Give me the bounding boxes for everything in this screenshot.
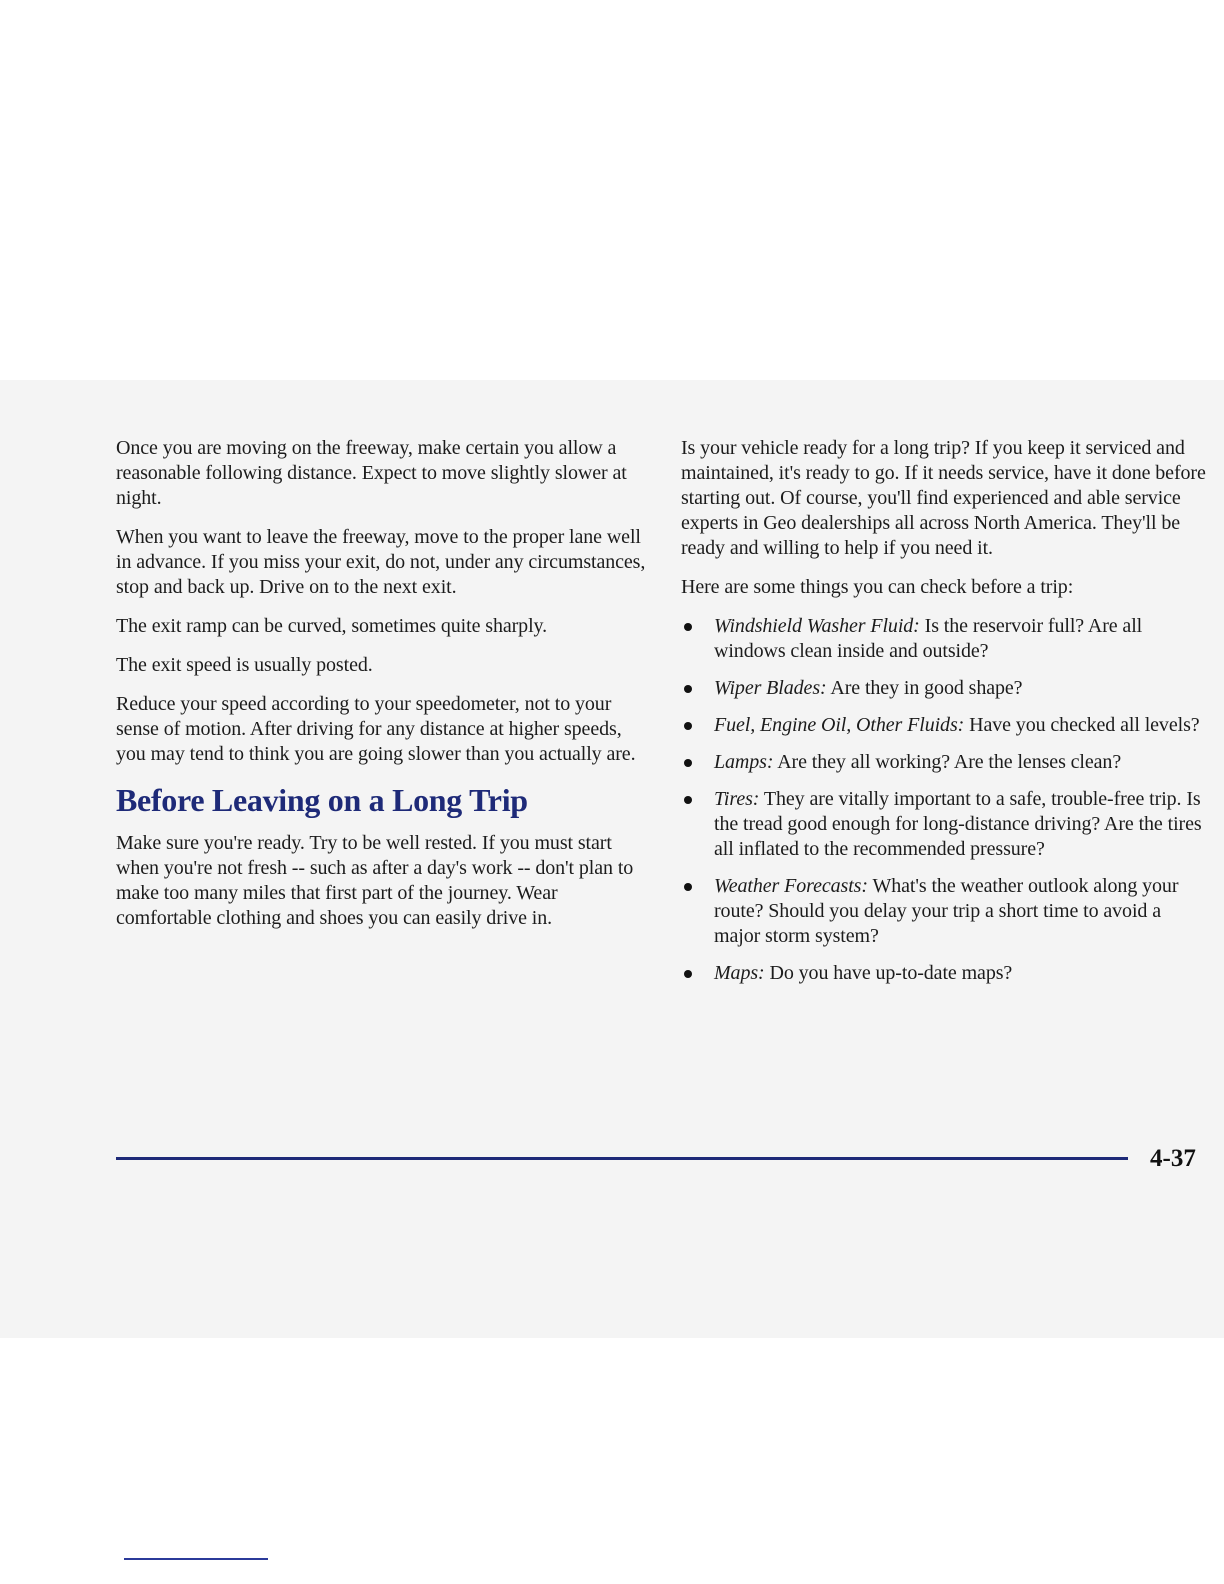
paragraph-reduce-speed: Reduce your speed according to your speedometer, not to your sense of motion. After driving for any distance at higher speeds, you may tend to think you are going slower than you actually are. bbox=[116, 693, 636, 765]
bullet-icon bbox=[684, 796, 692, 804]
paragraph-exit-ramp: The exit ramp can be curved, sometimes quite sharply. bbox=[116, 615, 548, 637]
checklist-item bbox=[681, 961, 1206, 986]
checklist-term: Wiper Blades: bbox=[714, 677, 827, 699]
bullet-icon bbox=[684, 759, 692, 767]
paragraph-exit-speed: The exit speed is usually posted. bbox=[116, 654, 373, 676]
checklist-item bbox=[681, 713, 1206, 738]
paragraph-vehicle-ready: Is your vehicle ready for a long trip? If you keep it serviced and maintained, it's ready to go. If it needs service, have it done before starting out. Of course, you'll find experienced and able service experts in Geo dealerships all across North America. They'll be ready and willing to help if you need it. bbox=[681, 437, 1206, 559]
paragraph-leaving-freeway: When you want to leave the freeway, move to the proper lane well in advance. If you miss your exit, do not, under any circumstances, stop and back up. Drive on to the next exit. bbox=[116, 526, 646, 598]
bullet-icon bbox=[684, 623, 692, 631]
footer-rule bbox=[116, 1157, 1128, 1160]
checklist-term: Windshield Washer Fluid: bbox=[714, 615, 920, 637]
checklist-text: What's the weather outlook along your route? Should you delay your trip a short time to avoid a major storm system? bbox=[714, 875, 1179, 947]
checklist-text: Are they all working? Are the lenses clean? bbox=[773, 751, 1122, 773]
checklist-item bbox=[681, 614, 1206, 664]
checklist-term: Weather Forecasts: bbox=[714, 875, 868, 897]
paragraph-be-ready: Make sure you're ready. Try to be well rested. If you must start when you're not fresh -- such as after a day's work -- don't plan to make too many miles that first part of the journey. Wear comfortable clothing and shoes you can easily drive in. bbox=[116, 832, 634, 929]
right-column bbox=[681, 436, 1206, 998]
bullet-icon bbox=[684, 970, 692, 978]
checklist-text: Are they in good shape? bbox=[826, 677, 1023, 699]
checklist-term: Tires: bbox=[714, 788, 760, 810]
paragraph-checklist-lead-in: Here are some things you can check before a trip: bbox=[681, 576, 1074, 598]
checklist-term: Maps: bbox=[714, 962, 765, 984]
page-number: 4-37 bbox=[1150, 1145, 1196, 1172]
checklist-term: Fuel, Engine Oil, Other Fluids: bbox=[714, 714, 965, 736]
checklist-item bbox=[681, 874, 1206, 949]
paragraph-following-distance: Once you are moving on the freeway, make certain you allow a reasonable following distance. Expect to move slightly slower at night. bbox=[116, 437, 627, 509]
checklist-text: They are vitally important to a safe, trouble-free trip. Is the tread good enough for long-distance driving? Are the tires all inflated to the recommended pressure? bbox=[714, 788, 1202, 860]
bullet-icon bbox=[684, 722, 692, 730]
bullet-icon bbox=[684, 883, 692, 891]
checklist-text: Do you have up-to-date maps? bbox=[764, 962, 1013, 984]
trip-checklist bbox=[681, 614, 1206, 986]
checklist-item bbox=[681, 787, 1206, 862]
checklist-text: Have you checked all levels? bbox=[964, 714, 1200, 736]
bottom-divider bbox=[124, 1558, 268, 1560]
checklist-text: Is the reservoir full? Are all windows clean inside and outside? bbox=[714, 615, 1143, 662]
left-column bbox=[116, 436, 646, 945]
checklist-item bbox=[681, 750, 1206, 775]
checklist-term: Lamps: bbox=[714, 751, 774, 773]
checklist-item bbox=[681, 676, 1206, 701]
section-heading: Before Leaving on a Long Trip bbox=[116, 782, 528, 818]
bullet-icon bbox=[684, 685, 692, 693]
